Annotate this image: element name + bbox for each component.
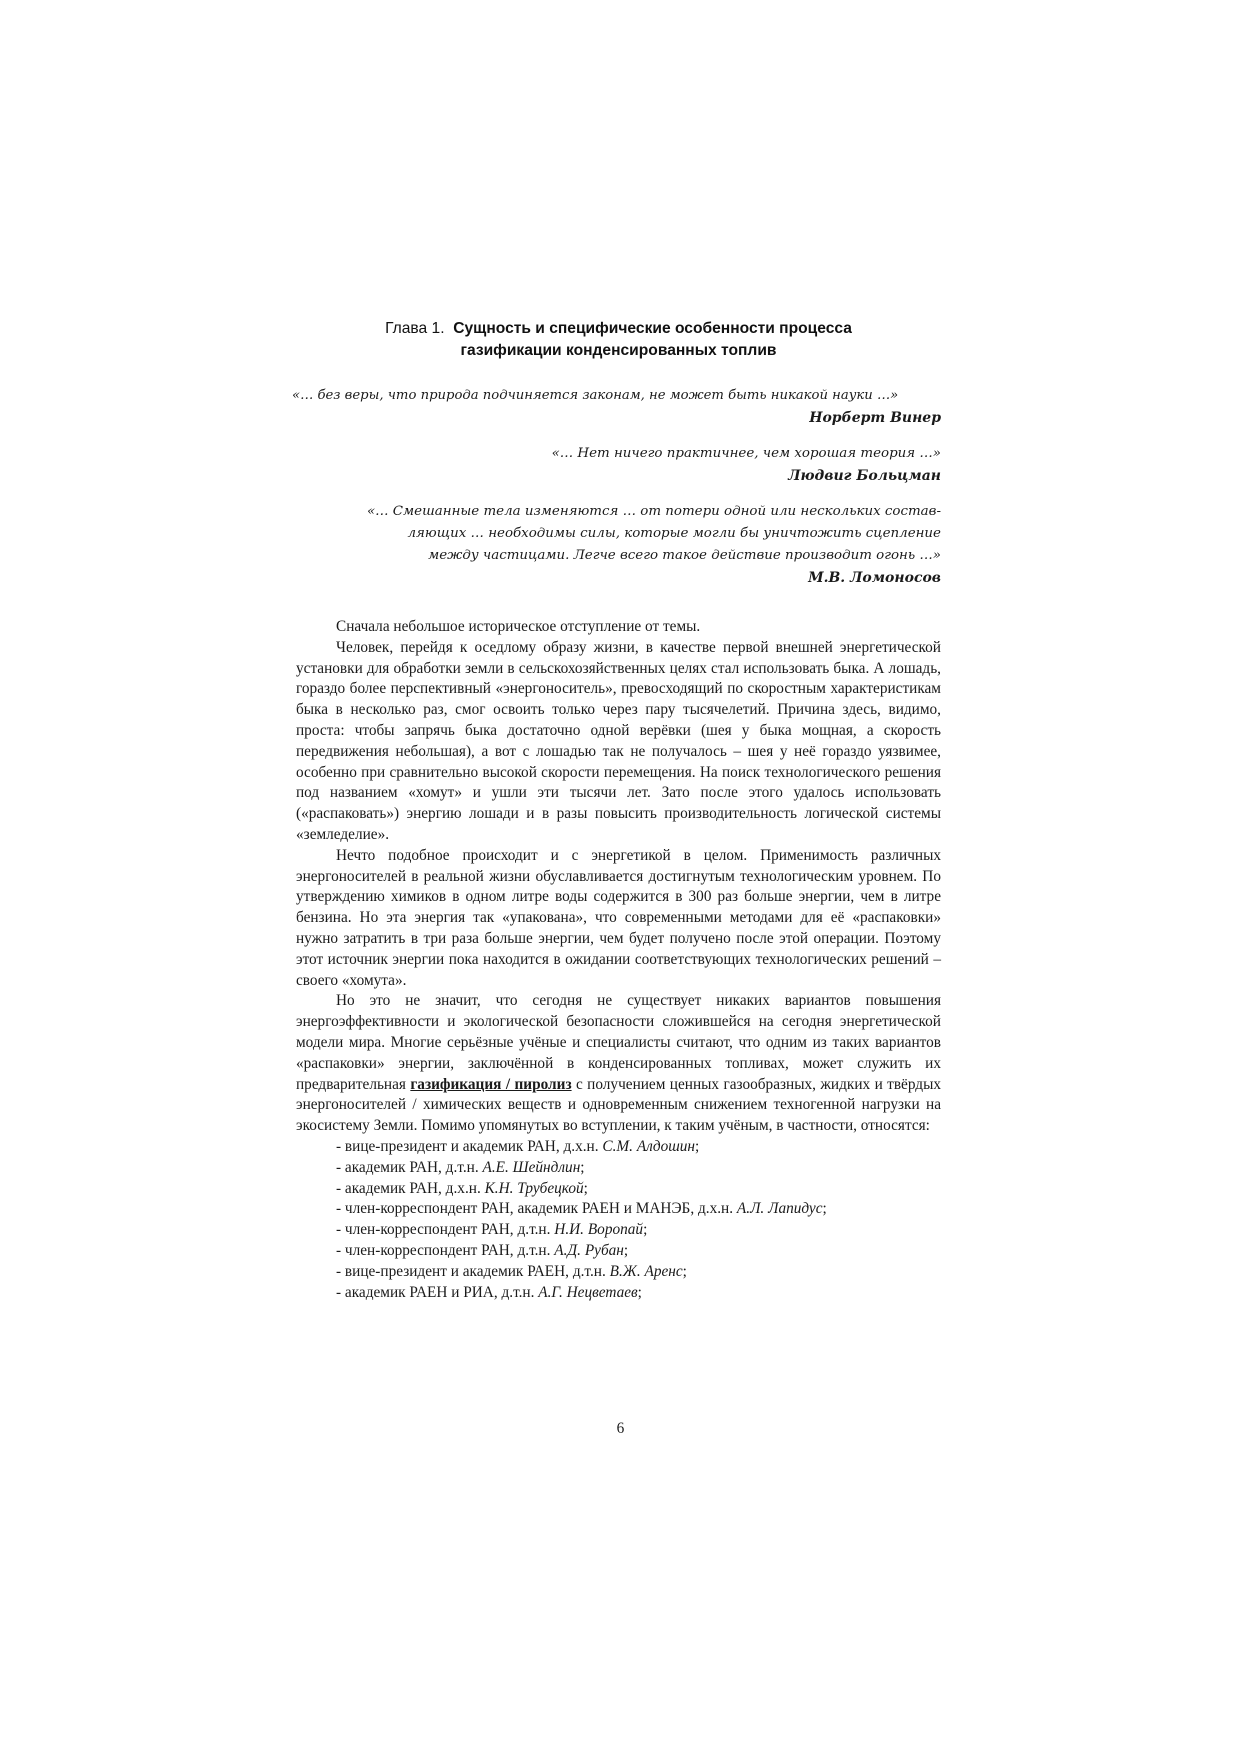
chapter-label: Глава 1. <box>385 320 445 337</box>
list-item <box>296 1241 941 1262</box>
list-item <box>296 1179 941 1200</box>
list-punct: ; <box>643 1221 648 1239</box>
paragraph: Сначала небольшое историческое отступление от темы. <box>336 618 701 635</box>
scientist-title: - академик РАН, д.х.н. <box>336 1179 485 1197</box>
scientist-title: - член-корреспондент РАН, д.т.н. <box>336 1221 555 1239</box>
scientist-name: В.Ж. Аренс <box>609 1262 683 1280</box>
body-text <box>296 617 941 1303</box>
paragraph <box>296 991 941 1137</box>
paragraph-text: с получением ценных газообразных, жидких и твёрдых энергоносителей / химических веществ и одновременным снижением техногенной нагрузки на экосистему Земли. Помимо упомянутых во вступлении, к таким учёным, в частности, относятся: <box>296 1075 941 1135</box>
paragraph: Нечто подобное происходит и с энергетикой в целом. Применимость различных энергоносителей в реальной жизни обуславливается достигнутым технологическим уровнем. По утверждению химиков в одном литре воды содержится в 300 раз больше энергии, чем в литре бензина. Но эта энергия так «упакована», что современными методами для её «распаковки» нужно затратить в три раза больше энергии, чем будет получено после этой операции. Поэтому этот источник энергии пока находится в ожидании соответствующих технологических решений – своего «хомута». <box>296 846 941 989</box>
scientist-title: - академик РАН, д.т.н. <box>336 1158 483 1176</box>
scientist-name: А.Д. Рубан <box>554 1241 624 1259</box>
scientist-name: С.М. Алдошин <box>602 1137 696 1155</box>
scientist-title: - вице-президент и академик РАН, д.х.н. <box>336 1137 603 1155</box>
list-punct: ; <box>637 1283 642 1301</box>
epigraph-author: М.В. Ломоносов <box>808 570 941 586</box>
document-page <box>292 318 941 1303</box>
scientists-list <box>296 1137 941 1303</box>
paragraph: Человек, перейдя к оседлому образу жизни, в качестве первой внешней энергетической установки для обработки земли в сельскохозяйственных целях стал использовать быка. А лошадь, гораздо более перспективный «энергоноситель», превосходящий по скоростным характеристикам быка в несколько раз, смог освоить только через пару тысячелетий. Причина здесь, видимо, проста: чтобы запрячь быка достаточно одной верёвки (шея у быка мощная, а скорость передвижения небольшая), а вот с лошадью так не получалось – шея у неё гораздо уязвимее, особенно при сравнительно высокой скорости перемещения. На поиск технологического решения под названием «хомут» и ушли эти тысячи лет. Зато после этого удалось использовать («распаковать») энергию лошади и в разы повысить производительность логической системы «земледелие». <box>296 638 941 843</box>
chapter-title <box>296 318 941 362</box>
scientist-name: А.Е. Шейндлин <box>482 1158 581 1176</box>
list-punct: ; <box>682 1262 687 1280</box>
epigraph-quote-line: ляющих … необходимы силы, которые могли бы уничтожить сцепление <box>407 526 941 541</box>
chapter-title-line1: Сущность и специфические особенности процесса <box>453 320 852 337</box>
scientist-title: - вице-президент и академик РАЕН, д.т.н. <box>336 1262 610 1280</box>
chapter-title-line2: газификации конденсированных топлив <box>460 342 777 359</box>
epigraph-quote: «… без веры, что природа подчиняется законам, не может быть никакой науки …» <box>292 388 899 403</box>
list-item <box>296 1220 941 1241</box>
scientist-name: А.Л. Лапидус <box>736 1200 823 1218</box>
list-punct: ; <box>695 1137 700 1155</box>
paragraph-text: Но это не значит, что сегодня не существует никаких вариантов повышения энергоэффективности и экологической безопасности сложившейся на сегодня энергетической модели мира. Многие серьёзные учёные и специалисты считают, что одним из таких вариантов «распаковки» энергии, заключённой в конденсированных топливах, может служить их предварительная <box>296 992 941 1093</box>
list-punct: ; <box>623 1241 629 1259</box>
list-item <box>296 1137 941 1158</box>
list-item <box>296 1158 941 1179</box>
scientist-title: - член-корреспондент РАН, академик РАЕН и МАНЭБ, д.х.н. <box>336 1200 737 1218</box>
list-punct: ; <box>580 1158 585 1176</box>
scientist-name: Н.И. Воропай <box>554 1221 644 1239</box>
list-item <box>296 1262 941 1283</box>
epigraph-quote-line: «… Смешанные тела изменяются … от потери одной или нескольких состав- <box>366 504 941 519</box>
epigraph-quote-line: между частицами. Легче всего такое действие производит огонь …» <box>428 548 941 563</box>
epigraph-boltzmann <box>296 443 941 487</box>
epigraph-lomonosov <box>296 501 941 589</box>
list-item <box>296 1283 941 1304</box>
list-punct: ; <box>583 1179 588 1197</box>
epigraph-wiener <box>292 385 941 429</box>
epigraph-quote: «… Нет ничего практичнее, чем хорошая теория …» <box>551 446 941 461</box>
scientist-title: - член-корреспондент РАН, д.т.н. <box>336 1241 555 1259</box>
page-number: 6 <box>616 1420 625 1437</box>
emphasized-term: газификация / пиролиз <box>410 1075 572 1093</box>
list-punct: ; <box>822 1200 827 1218</box>
epigraph-author: Норберт Винер <box>809 410 941 426</box>
epigraph-author: Людвиг Больцман <box>788 468 941 484</box>
scientist-title: - академик РАЕН и РИА, д.т.н. <box>336 1283 539 1301</box>
scientist-name: А.Г. Нецветаев <box>538 1283 638 1301</box>
scientist-name: К.Н. Трубецкой <box>484 1179 584 1197</box>
list-item <box>296 1199 941 1220</box>
